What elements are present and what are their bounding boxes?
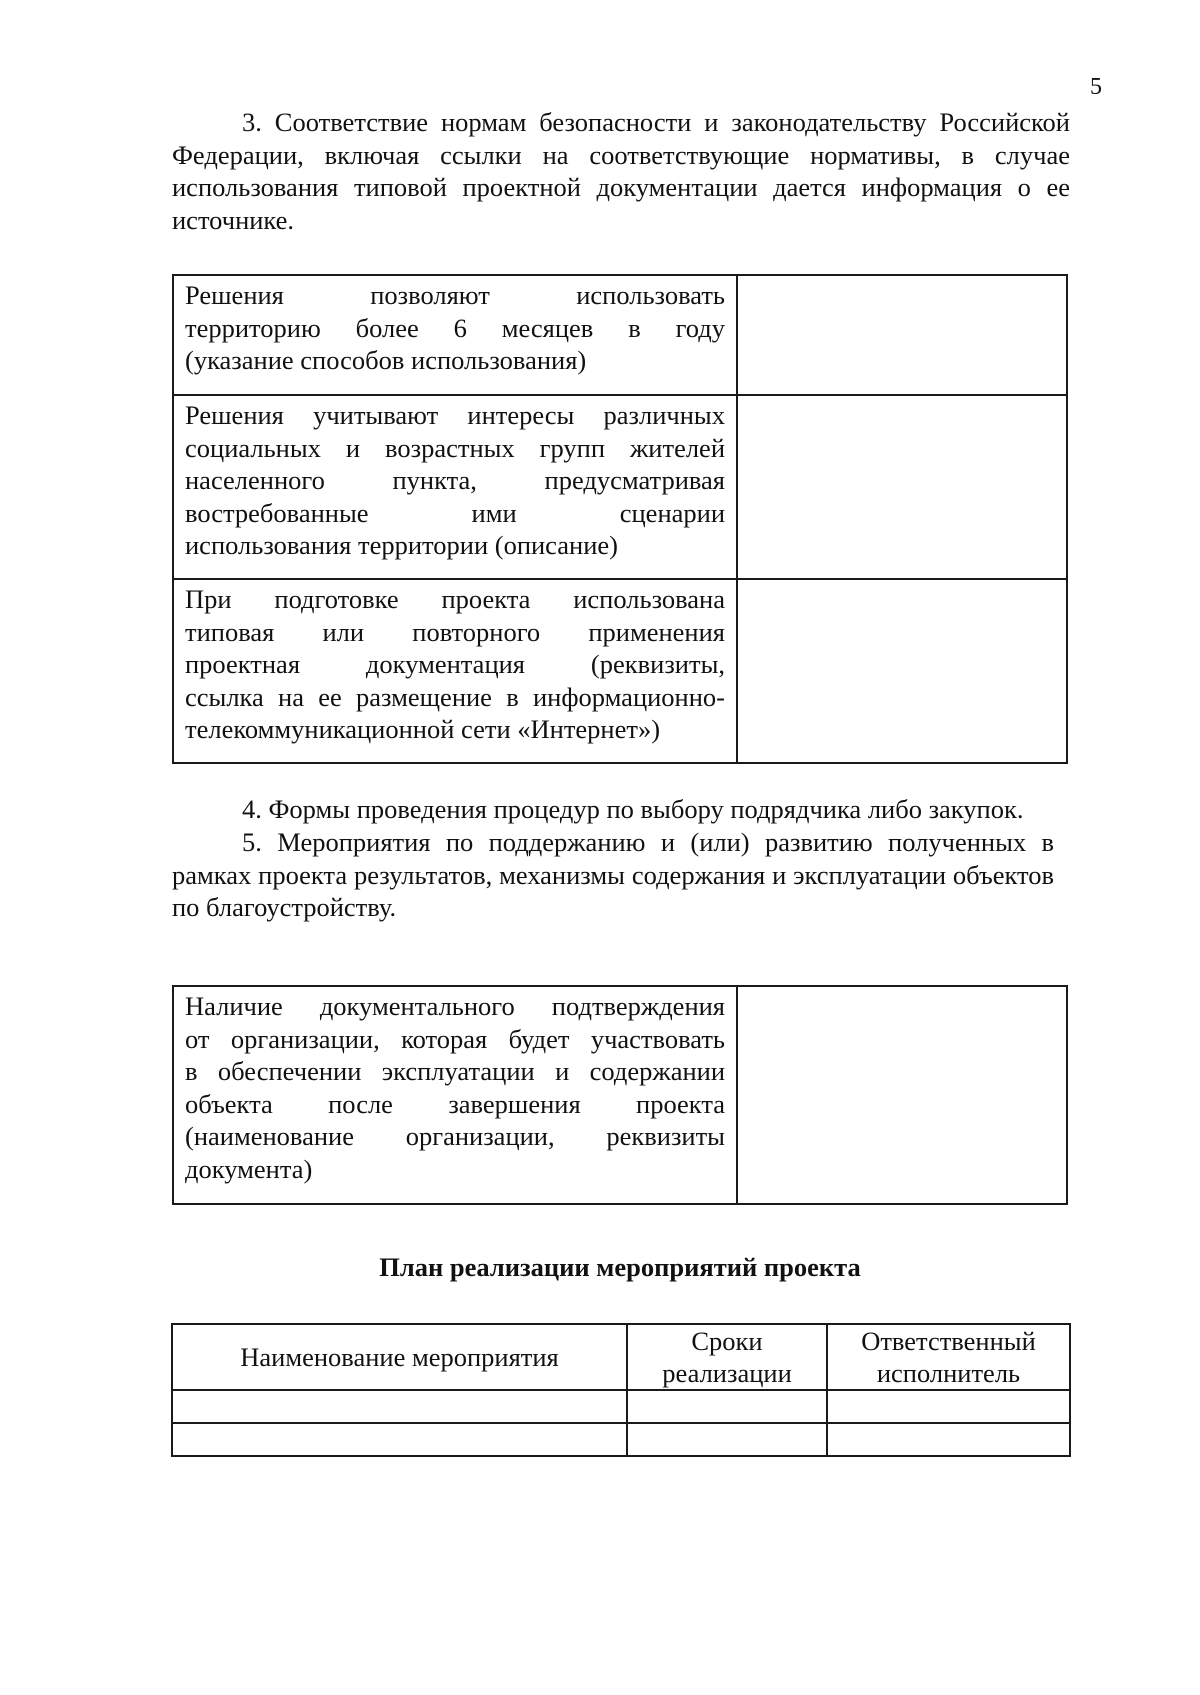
- table-row: [173, 986, 1067, 1204]
- criteria-text-line: востребованные ими сценарии: [185, 497, 725, 528]
- table-row: [172, 1423, 1070, 1456]
- plan-header-terms: Сроки реализации: [627, 1324, 827, 1390]
- criteria-value-cell[interactable]: [737, 275, 1067, 395]
- documentation-text-line: от организации, которая будет участвовать: [185, 1023, 725, 1054]
- documentation-text-cell: [173, 986, 737, 1204]
- section-4-paragraph: 4. Формы проведения процедур по выбору подрядчика либо закупок.: [242, 794, 1024, 824]
- documentation-text-line: в обеспечении эксплуатации и содержании: [185, 1056, 725, 1086]
- documentation-text-line: Наличие документального подтверждения: [185, 991, 725, 1021]
- plan-cell[interactable]: [627, 1390, 827, 1423]
- criteria-value-cell[interactable]: [737, 579, 1067, 763]
- criteria-value-cell[interactable]: [737, 395, 1067, 579]
- page-number: 5: [1090, 74, 1102, 100]
- plan-cell[interactable]: [172, 1423, 627, 1456]
- table-row: [172, 1390, 1070, 1423]
- criteria-table: [172, 274, 1068, 764]
- criteria-text-line: Решения позволяют использовать: [185, 280, 725, 310]
- section-3-paragraph: 3. Соответствие нормам безопасности и законодательству Российской Федерации, включая ссылки на соответствующие нормативы, в случае использования типовой проектной документации дается информация о ее источнике.: [172, 107, 1070, 235]
- table-row: [173, 579, 1067, 763]
- criteria-text-cell: [173, 395, 737, 579]
- criteria-text-cell: [173, 275, 737, 395]
- table-row: [173, 395, 1067, 579]
- criteria-text-line: При подготовке проекта использована: [185, 584, 725, 614]
- criteria-text-line: социальных и возрастных групп жителей: [185, 432, 725, 463]
- plan-cell[interactable]: [172, 1390, 627, 1423]
- plan-cell[interactable]: [827, 1390, 1070, 1423]
- documentation-text-line: объекта после завершения проекта: [185, 1088, 725, 1119]
- table-row: [173, 275, 1067, 395]
- criteria-text-line: телекоммуникационной сети «Интернет»): [185, 714, 661, 744]
- plan-header-responsible: Ответственный исполнитель: [827, 1324, 1070, 1390]
- plan-cell[interactable]: [827, 1423, 1070, 1456]
- criteria-text-line: территорию более 6 месяцев в году: [185, 312, 725, 343]
- criteria-text-line: проектная документация (реквизиты,: [185, 649, 725, 679]
- plan-table: [171, 1323, 1071, 1457]
- documentation-text-line: документа): [185, 1153, 313, 1184]
- plan-header-name: Наименование мероприятия: [172, 1324, 627, 1390]
- criteria-text-line: (указание способов использования): [185, 345, 587, 375]
- section-5-paragraph: 5. Мероприятия по поддержанию и (или) развитию полученных в рамках проекта результатов, механизмы содержания и эксплуатации объектов по благоустройству.: [172, 827, 1054, 922]
- criteria-text-line: использования территории (описание): [185, 530, 618, 560]
- documentation-text-line: (наименование организации, реквизиты: [185, 1121, 725, 1151]
- criteria-text-line: ссылка на ее размещение в информационно-: [185, 681, 725, 712]
- plan-header-row: [172, 1324, 1070, 1390]
- criteria-text-line: населенного пункта, предусматривая: [185, 465, 725, 495]
- documentation-value-cell[interactable]: [737, 986, 1067, 1204]
- plan-cell[interactable]: [627, 1423, 827, 1456]
- criteria-text-line: типовая или повторного применения: [185, 616, 725, 647]
- plan-title: План реализации мероприятий проекта: [379, 1252, 861, 1282]
- documentation-table: [172, 985, 1068, 1205]
- criteria-text-line: Решения учитывают интересы различных: [185, 400, 725, 430]
- criteria-text-cell: [173, 579, 737, 763]
